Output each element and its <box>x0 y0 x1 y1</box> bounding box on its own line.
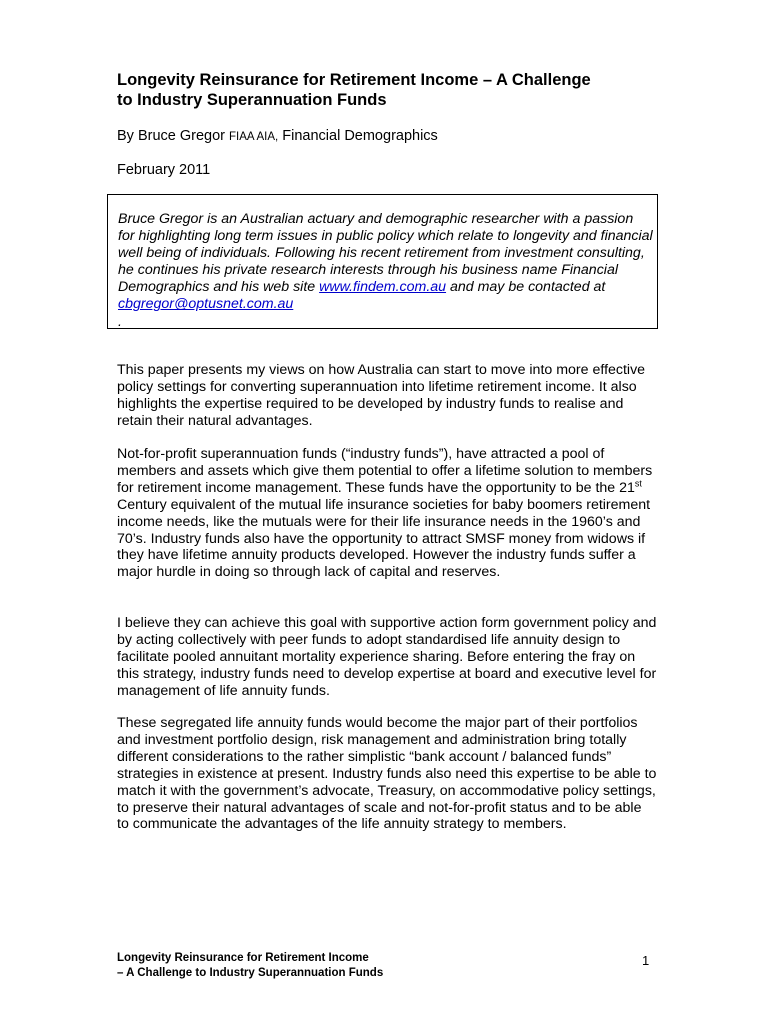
page-number: 1 <box>642 953 650 968</box>
author-bio-box <box>107 194 658 329</box>
byline-credentials: FIAA AIA, <box>229 131 279 143</box>
footer-title-line-1: Longevity Reinsurance for Retirement Income <box>117 952 369 964</box>
author-bio-text <box>118 211 653 331</box>
ordinal-superscript: st <box>634 478 642 489</box>
website-link[interactable]: www.findem.com.au <box>319 279 447 296</box>
paragraph-3: I believe they can achieve this goal with supportive action form government policy and by acting collectively with peer funds to adopt standardised life annuity design to facilitate pooled annuitant mortality experience sharing. Before entering the fray on this strategy, industry funds need to develop expertise at board and executive level for management of life annuity funds. <box>117 615 657 699</box>
bio-text-end: . <box>118 313 122 330</box>
paragraph-2-text-a: Not-for-profit superannuation funds (“industry funds”), have attracted a pool of members and assets which give them potential to offer a lifetime solution to members for retirement income management. These funds have the opportunity to be the 21 <box>117 446 653 496</box>
paragraph-4: These segregated life annuity funds would become the major part of their portfolios and investment portfolio design, risk management and administration bring totally different considerations to the rather simplistic “bank account / balanced funds” strategies in existence at present. Industry funds also need this expertise to be able to match it with the government’s advocate, Treasury, on accommodative policy settings, to preserve their natural advantages of scale and not-for-profit status and to be able to communicate the advantages of the life annuity strategy to members. <box>117 715 657 833</box>
author-byline <box>117 127 438 146</box>
document-title-line-1: Longevity Reinsurance for Retirement Income – A Challenge <box>117 71 591 89</box>
paragraph-2-text-b: Century equivalent of the mutual life insurance societies for baby boomers retirement income needs, like the mutuals were for their life insurance needs in the 1960’s and 70’s. Industry funds also have the opportunity to attract SMSF money from widows if they have lifetime annuity products developed. However the industry funds suffer a major hurdle in doing so through lack of capital and reserves. <box>117 496 651 581</box>
footer-title <box>117 951 383 981</box>
bio-text-intro: Bruce Gregor is an Australian actuary and demographic researcher with a passion for highlighting long term issues in public policy which relate to longevity and financial well being of individuals. Following his recent retirement from investment consulting, he continues his private research interests through his business name Financial Demographics and his web site <box>118 211 653 296</box>
paragraph-2 <box>117 446 657 581</box>
publication-date: February 2011 <box>117 162 211 178</box>
document-title-line-2: to Industry Superannuation Funds <box>117 91 387 109</box>
email-link[interactable]: cbgregor@optusnet.com.au <box>118 296 294 313</box>
byline-affiliation: Financial Demographics <box>278 128 438 144</box>
document-title <box>117 70 677 110</box>
paragraph-1: This paper presents my views on how Australia can start to move into more effective policy settings for converting superannuation into lifetime retirement income. It also highlights the expertise required to be developed by industry funds to realise and retain their natural advantages. <box>117 362 646 429</box>
footer-title-line-2: – A Challenge to Industry Superannuation Funds <box>117 967 384 979</box>
bio-text-contact: and may be contacted at <box>446 279 606 296</box>
byline-author: By Bruce Gregor <box>117 128 230 144</box>
